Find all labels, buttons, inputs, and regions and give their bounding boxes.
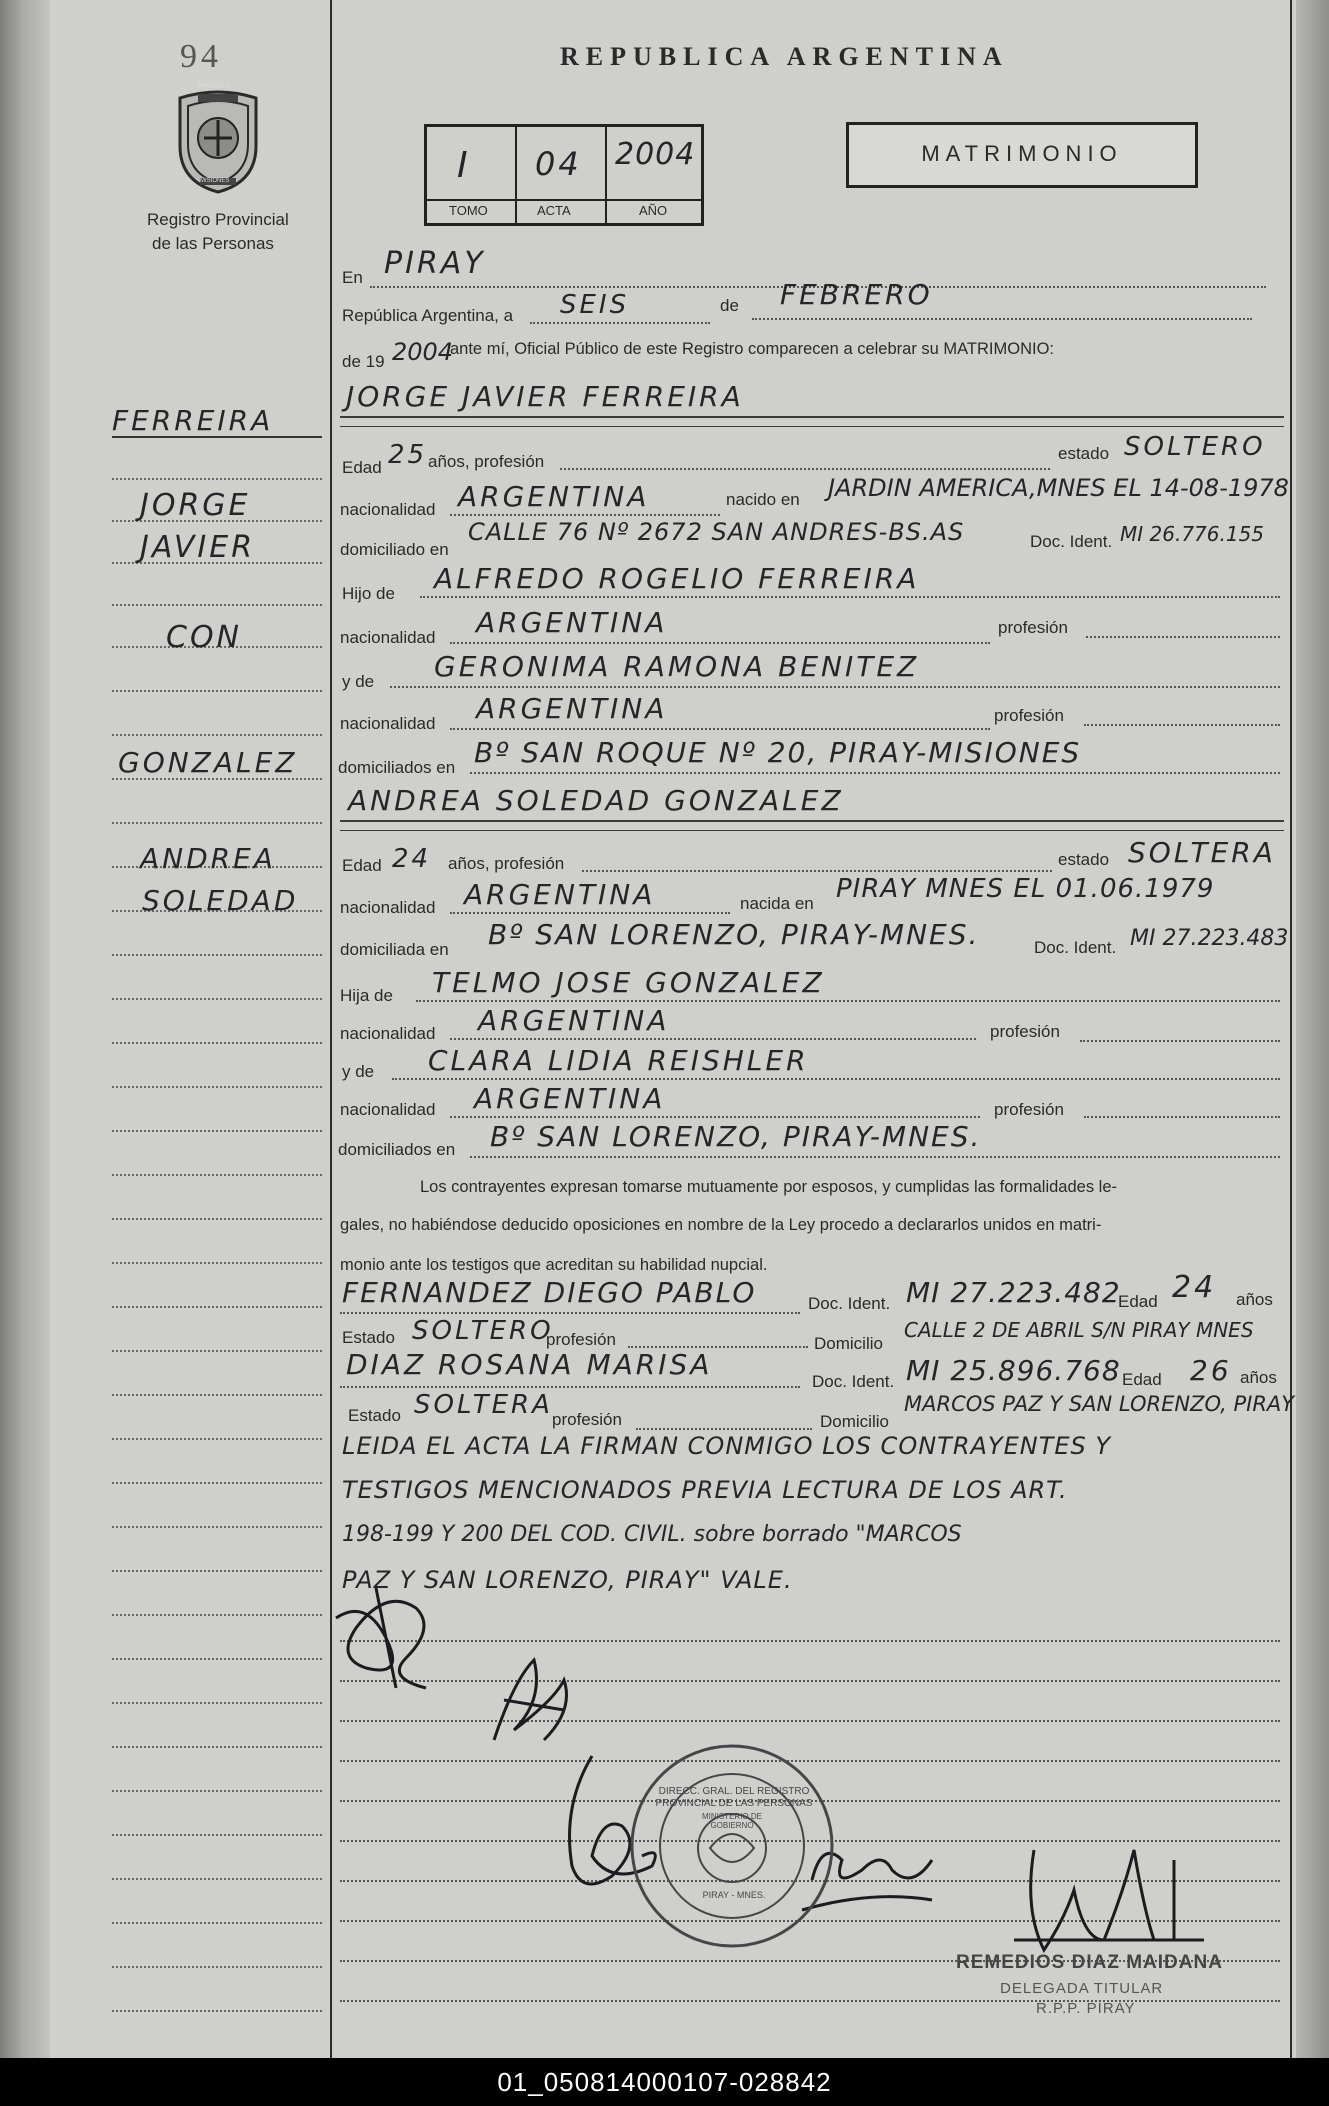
bride-nacionalidad-label: nacionalidad bbox=[340, 898, 436, 917]
witness-1-status: SOLTERO bbox=[412, 1316, 554, 1346]
bride-mother: CLARA LIDIA REISHLER bbox=[428, 1044, 809, 1077]
witness-2-domicilio-label: Domicilio bbox=[820, 1412, 889, 1431]
margin-divider bbox=[330, 0, 332, 2058]
groom-age: 25 bbox=[388, 440, 428, 470]
witness-2-profesion-label: profesión bbox=[552, 1410, 622, 1429]
witness-2-name: DIAZ ROSANA MARISA bbox=[346, 1348, 713, 1381]
seal-top-text: PROVINCIA bbox=[198, 84, 232, 90]
official-title: DELEGADA TITULAR bbox=[1000, 1980, 1164, 1997]
registry-line-2: de las Personas bbox=[152, 234, 274, 253]
groom-birth: JARDIN AMERICA,MNES EL 14-08-1978 bbox=[828, 474, 1289, 502]
bride-domicilio-label: domiciliada en bbox=[340, 940, 449, 959]
groom-doc-label: Doc. Ident. bbox=[1030, 532, 1113, 551]
groom-profesion-label: años, profesión bbox=[428, 452, 545, 471]
month-value: FEBRERO bbox=[780, 278, 933, 311]
margin-name-groom-2: JAVIER bbox=[140, 530, 256, 565]
witness-1-doc: MI 27.223.482 bbox=[906, 1276, 1121, 1309]
margin-surname-groom: FERREIRA bbox=[112, 404, 274, 437]
bride-mother-nationality: ARGENTINA bbox=[474, 1082, 666, 1115]
bride-mother-nac-label: nacionalidad bbox=[340, 1100, 436, 1119]
bride-full-name: ANDREA SOLEDAD GONZALEZ bbox=[348, 784, 844, 817]
acta-value: 04 bbox=[535, 145, 582, 183]
de-label: de bbox=[720, 296, 739, 315]
groom-father-nac-label: nacionalidad bbox=[340, 628, 436, 647]
seal-bottom-text: MISIONES bbox=[200, 178, 230, 184]
margin-surname-bride: GONZALEZ bbox=[118, 746, 298, 779]
bride-father-nationality: ARGENTINA bbox=[478, 1004, 670, 1037]
groom-mother-nationality: ARGENTINA bbox=[476, 692, 668, 725]
bride-edad-label: Edad bbox=[342, 856, 382, 875]
tomo-label: TOMO bbox=[449, 203, 488, 218]
bride-doc: MI 27.223.483 bbox=[1130, 926, 1289, 951]
official-stamp-icon bbox=[622, 1736, 842, 1956]
groom-estado-label: estado bbox=[1058, 444, 1110, 463]
republica-label: República Argentina, a bbox=[342, 306, 514, 325]
bride-father-profesion-label: profesión bbox=[990, 1022, 1060, 1041]
declaration-line-3: monio ante los testigos que acreditan su habilidad nupcial. bbox=[340, 1256, 768, 1274]
witness-1-name: FERNANDEZ DIEGO PABLO bbox=[342, 1276, 757, 1309]
bride-father-nac-label: nacionalidad bbox=[340, 1024, 436, 1043]
bride-age: 24 bbox=[392, 844, 432, 874]
closing-note-line-1: LEIDA EL ACTA LA FIRMAN CONMIGO LOS CONTRAYENTES Y bbox=[342, 1432, 1112, 1460]
official-office: R.P.P. PIRAY bbox=[1036, 2000, 1136, 2017]
witness-1-domicilio-label: Domicilio bbox=[814, 1334, 883, 1353]
groom-father-profesion-label: profesión bbox=[998, 618, 1068, 637]
book-binding bbox=[0, 0, 50, 2058]
groom-mother-profesion-label: profesión bbox=[994, 706, 1064, 725]
witness-2-edad-label: Edad bbox=[1122, 1370, 1162, 1389]
bride-nacida-label: nacida en bbox=[740, 894, 814, 913]
bride-domiciliados-label: domiciliados en bbox=[338, 1140, 456, 1159]
groom-signature bbox=[326, 1578, 476, 1698]
bride-father: TELMO JOSE GONZALEZ bbox=[432, 966, 825, 999]
bride-estado-label: estado bbox=[1058, 850, 1110, 869]
bride-profesion-label: años, profesión bbox=[448, 854, 565, 873]
year-value: 2004 bbox=[392, 338, 454, 366]
witness-2-doc-label: Doc. Ident. bbox=[812, 1372, 895, 1391]
groom-nacionalidad-label: nacionalidad bbox=[340, 500, 436, 519]
bride-doc-label: Doc. Ident. bbox=[1034, 938, 1117, 957]
groom-hijo-label: Hijo de bbox=[342, 584, 395, 603]
groom-address: CALLE 76 Nº 2672 SAN ANDRES-BS.AS bbox=[468, 518, 965, 546]
page-number: 94 bbox=[180, 38, 222, 75]
country-title: REPUBLICA ARGENTINA bbox=[560, 42, 1009, 71]
year-prefix: de 19 bbox=[342, 352, 385, 371]
bride-parents-address: Bº SAN LORENZO, PIRAY-MNES. bbox=[490, 1120, 982, 1153]
act-type-label: MATRIMONIO bbox=[921, 141, 1123, 166]
margin-name-bride-1: ANDREA bbox=[140, 842, 276, 875]
bride-birth: PIRAY MNES EL 01.06.1979 bbox=[836, 874, 1215, 904]
groom-father: ALFREDO ROGELIO FERREIRA bbox=[434, 562, 920, 595]
page-edge bbox=[1296, 0, 1329, 2058]
witness-1-profesion-label: profesión bbox=[546, 1330, 616, 1349]
right-border bbox=[1290, 0, 1292, 2058]
groom-mother-nac-label: nacionalidad bbox=[340, 714, 436, 733]
place-value: PIRAY bbox=[384, 246, 486, 281]
groom-mother: GERONIMA RAMONA BENITEZ bbox=[434, 650, 920, 683]
margin-connector: CON bbox=[166, 620, 243, 655]
witness-1-age: 24 bbox=[1172, 1270, 1217, 1305]
margin-name-groom-1: JORGE bbox=[140, 488, 251, 523]
bride-hija-label: Hija de bbox=[340, 986, 393, 1005]
closing-note-line-2: TESTIGOS MENCIONADOS PREVIA LECTURA DE LOS ART. bbox=[342, 1476, 1068, 1504]
groom-nationality: ARGENTINA bbox=[458, 480, 650, 513]
act-type-box bbox=[846, 122, 1198, 188]
witness-1-anos-label: años bbox=[1236, 1290, 1273, 1309]
groom-father-nationality: ARGENTINA bbox=[476, 606, 668, 639]
stamp-ring-text: DIRECC. GRAL. DEL REGISTRO PROVINCIAL DE LAS PERSONAS bbox=[655, 1786, 813, 1809]
groom-full-name: JORGE JAVIER FERREIRA bbox=[346, 380, 744, 413]
witness-2-doc: MI 25.896.768 bbox=[906, 1354, 1121, 1387]
witness-2-domicilio: MARCOS PAZ Y SAN LORENZO, PIRAY bbox=[904, 1392, 1295, 1416]
stamp-bottom-text: PIRAY - MNES. bbox=[702, 1890, 766, 1900]
bride-y-de-label: y de bbox=[342, 1062, 375, 1081]
bride-civil-status: SOLTERA bbox=[1128, 836, 1276, 869]
image-id-footer: 01_050814000107-028842 bbox=[0, 2058, 1329, 2106]
witness-2-age: 26 bbox=[1190, 1354, 1232, 1387]
groom-parents-address: Bº SAN ROQUE Nº 20, PIRAY-MISIONES bbox=[474, 736, 1082, 769]
groom-domiciliados-label: domiciliados en bbox=[338, 758, 456, 777]
witness-1-estado-label: Estado bbox=[342, 1328, 395, 1347]
declaration-line-2: gales, no habiéndose deducido oposiciones en nombre de la Ley procedo a declararlos unidos en matri- bbox=[340, 1216, 1102, 1234]
day-value: SEIS bbox=[560, 290, 630, 320]
bride-mother-profesion-label: profesión bbox=[994, 1100, 1064, 1119]
witness-1-edad-label: Edad bbox=[1118, 1292, 1158, 1311]
bride-signature bbox=[474, 1640, 584, 1760]
witness-2-estado-label: Estado bbox=[348, 1406, 401, 1425]
declaration-line-1: Los contrayentes expresan tomarse mutuamente por esposos, y cumplidas las formalidades le- bbox=[420, 1178, 1118, 1196]
stamp-inner-text: MINISTERIO DE GOBIERNO bbox=[701, 1812, 762, 1830]
tomo-value: I bbox=[457, 145, 471, 186]
tomo-acta-ano-box bbox=[424, 124, 704, 226]
closing-note-line-4: PAZ Y SAN LORENZO, PIRAY" VALE. bbox=[342, 1566, 793, 1594]
witness-2-status: SOLTERA bbox=[414, 1390, 553, 1420]
ano-value: 2004 bbox=[615, 137, 696, 172]
registry-line-1: Registro Provincial bbox=[147, 210, 289, 229]
official-name: REMEDIOS DIAZ MAIDANA bbox=[956, 1952, 1223, 1973]
bride-nationality: ARGENTINA bbox=[464, 878, 656, 911]
groom-nacido-label: nacido en bbox=[726, 490, 800, 509]
intro-statement: ante mí, Oficial Público de este Registro comparecen a celebrar su MATRIMONIO: bbox=[450, 340, 1055, 358]
acta-label: ACTA bbox=[537, 203, 571, 218]
groom-doc: MI 26.776.155 bbox=[1120, 522, 1265, 546]
en-label: En bbox=[342, 268, 363, 287]
margin-name-bride-2: SOLEDAD bbox=[142, 884, 299, 917]
bride-address: Bº SAN LORENZO, PIRAY-MNES. bbox=[488, 918, 980, 951]
closing-note-line-3: 198-199 Y 200 DEL COD. CIVIL. sobre borrado "MARCOS bbox=[342, 1522, 962, 1547]
groom-y-de-label: y de bbox=[342, 672, 375, 691]
ano-label: AÑO bbox=[639, 203, 668, 218]
witness-2-anos-label: años bbox=[1240, 1368, 1277, 1387]
witness-1-domicilio: CALLE 2 DE ABRIL S/N PIRAY MNES bbox=[904, 1318, 1254, 1342]
groom-domicilio-label: domiciliado en bbox=[340, 540, 449, 559]
official-signature bbox=[1004, 1830, 1214, 1960]
groom-civil-status: SOLTERO bbox=[1124, 432, 1266, 462]
witness-1-doc-label: Doc. Ident. bbox=[808, 1294, 891, 1313]
groom-edad-label: Edad bbox=[342, 458, 382, 477]
